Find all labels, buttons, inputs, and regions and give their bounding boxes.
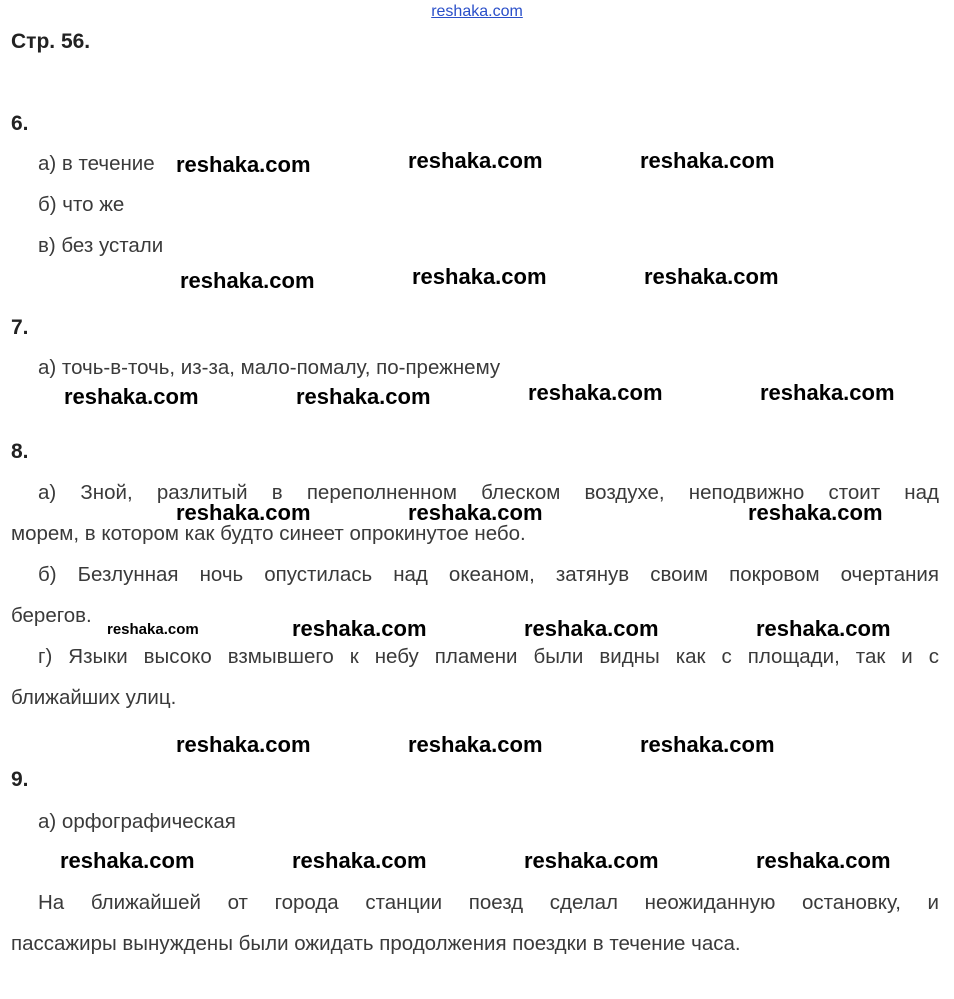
watermark: reshaka.com (640, 148, 775, 173)
site-link[interactable]: reshaka.com (431, 3, 523, 20)
task-8-line-g2: ближайших улиц. (11, 686, 177, 709)
task-6-line-c: в) без устали (38, 234, 164, 257)
task-9-number: 9. (11, 768, 29, 791)
task-9-sentence-2: пассажиры вынуждены были ожидать продолжения поездки в течение часа. (11, 932, 741, 955)
watermark: reshaka.com (292, 616, 427, 641)
task-8-line-g1: г) Языки высоко взмывшего к небу пламени были видны как с площади, так и с (38, 645, 939, 668)
task-8-line-b2: берегов. (11, 604, 92, 627)
task-7-number: 7. (11, 316, 29, 339)
watermark: reshaka.com (524, 616, 659, 641)
task-9-line-a: а) орфографическая (38, 810, 236, 833)
watermark: reshaka.com (408, 732, 543, 757)
watermark: reshaka.com (107, 621, 199, 638)
watermark: reshaka.com (408, 500, 543, 525)
page-title: Стр. 56. (11, 30, 91, 53)
watermark: reshaka.com (640, 732, 775, 757)
task-8-line-b1: б) Безлунная ночь опустилась над океаном, затянув своим покровом очертания (38, 563, 939, 586)
watermark: reshaka.com (524, 848, 659, 873)
task-6-line-a: а) в течение (38, 152, 155, 175)
task-6-line-b: б) что же (38, 193, 125, 216)
watermark: reshaka.com (180, 268, 315, 293)
task-9-sentence-1: На ближайшей от города станции поезд сделал неожиданную остановку, и (38, 891, 939, 914)
watermark: reshaka.com (412, 264, 547, 289)
watermark: reshaka.com (296, 384, 431, 409)
task-8-line-a1: а) Зной, разлитый в переполненном блеском воздухе, неподвижно стоит над (38, 481, 939, 504)
watermark: reshaka.com (756, 616, 891, 641)
watermark: reshaka.com (528, 380, 663, 405)
task-7-line-a: а) точь-в-точь, из-за, мало-помалу, по-прежнему (38, 356, 501, 379)
watermark: reshaka.com (748, 500, 883, 525)
watermark: reshaka.com (644, 264, 779, 289)
watermark: reshaka.com (760, 380, 895, 405)
watermark: reshaka.com (176, 152, 311, 177)
watermark: reshaka.com (756, 848, 891, 873)
task-6-number: 6. (11, 112, 29, 135)
watermark: reshaka.com (64, 384, 199, 409)
watermark: reshaka.com (292, 848, 427, 873)
watermark: reshaka.com (176, 500, 311, 525)
task-8-number: 8. (11, 440, 29, 463)
watermark: reshaka.com (408, 148, 543, 173)
watermark: reshaka.com (60, 848, 195, 873)
task-8-line-a2: морем, в котором как будто синеет опрокинутое небо. (11, 522, 526, 545)
watermark: reshaka.com (176, 732, 311, 757)
